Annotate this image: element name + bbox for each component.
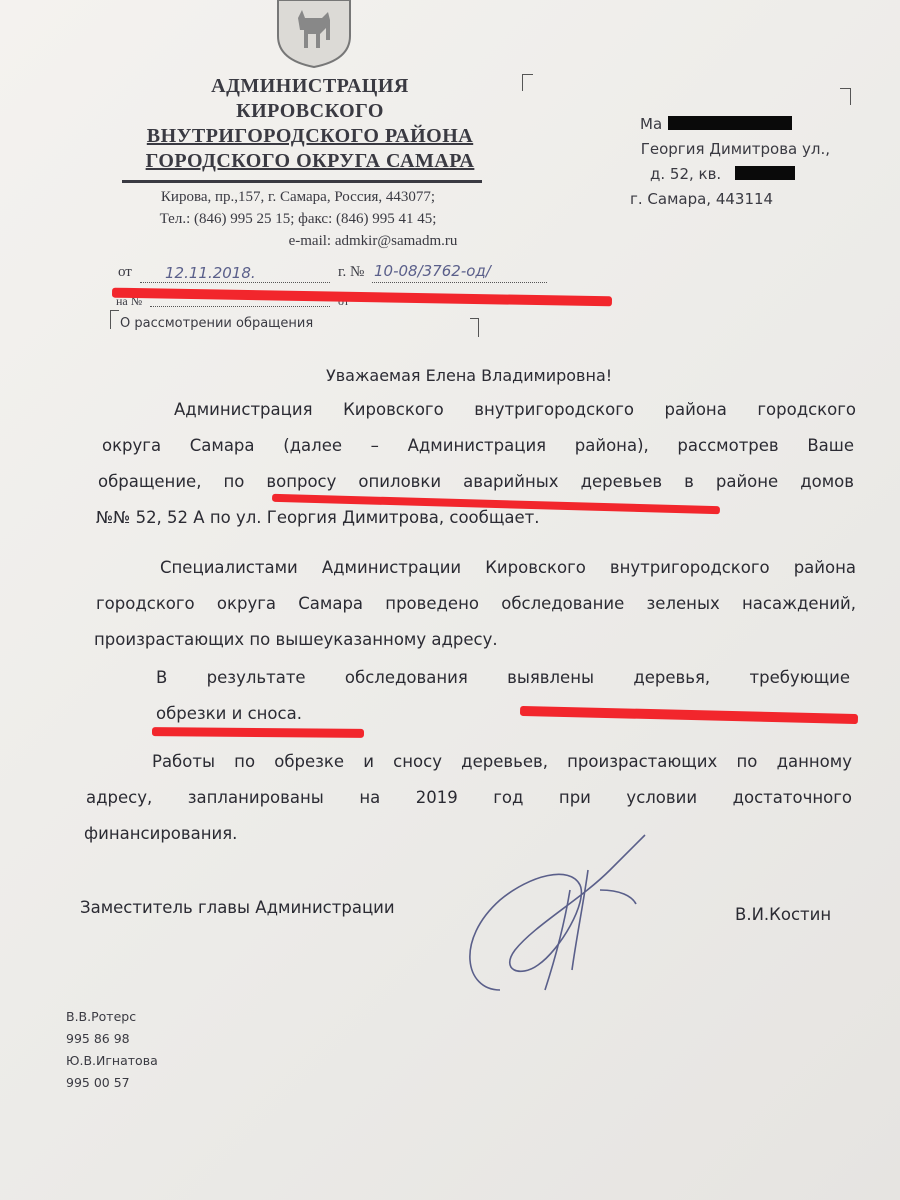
samara-emblem-icon (272, 0, 356, 68)
org-name-line-3: ВНУТРИГОРОДСКОГО РАЙОНА (146, 125, 474, 147)
org-email: e-mail: admkir@samadm.ru (288, 233, 458, 249)
paragraph-2-line: произрастающих по вышеуказанному адресу. (94, 630, 498, 649)
reg-ref-label: на № (116, 294, 143, 308)
subject: О рассмотрении обращения (120, 316, 314, 331)
org-rule (122, 180, 482, 183)
signature-mark (460, 830, 660, 1000)
signatory-title: Заместитель главы Администрации (80, 898, 395, 917)
signatory-name: В.И.Костин (735, 905, 832, 924)
org-address: Кирова, пр.,157, г. Самара, Россия, 443077; (160, 189, 436, 205)
paragraph-1-line: №№ 52, 52 А по ул. Георгия Димитрова, сообщает. (96, 508, 540, 527)
executor-phone: 995 00 57 (66, 1075, 130, 1090)
addressee-corner-left (522, 74, 533, 91)
reg-date: 12.11.2018. (165, 264, 256, 282)
reg-date-line (140, 282, 330, 283)
executor-phone: 995 86 98 (66, 1031, 130, 1046)
paragraph-1-line: обращение, по вопросу опиловки аварийных деревьев в районе домов (98, 472, 854, 491)
addressee-line-4: г. Самара, 443114 (630, 190, 774, 208)
highlight-trees-identified (520, 706, 858, 724)
salutation: Уважаемая Елена Владимировна! (326, 366, 613, 385)
redaction-bar (668, 116, 792, 130)
paragraph-3-line: В результате обследования выявлены деревья, требующие (156, 668, 850, 687)
reg-ref-line (150, 306, 330, 307)
paragraph-3-line: обрезки и сноса. (156, 704, 302, 723)
executors (66, 1006, 158, 1094)
paragraph-4-line: адресу, запланированы на 2019 год при условии достаточного (86, 788, 852, 807)
paragraph-2-line: Специалистами Администрации Кировского внутригородского района (160, 558, 856, 577)
reg-from-label: от (118, 264, 132, 280)
paragraph-1-line: Администрация Кировского внутригородского района городского (174, 400, 856, 419)
org-name (120, 74, 500, 174)
paragraph-1-line: округа Самара (далее – Администрация района), рассмотрев Ваше (102, 436, 854, 455)
reg-number-label: г. № (338, 264, 365, 280)
executor-name: В.В.Ротерс (66, 1009, 137, 1024)
reg-number: 10-08/3762-од/ (374, 262, 491, 280)
executor-name: Ю.В.Игнатова (66, 1053, 158, 1068)
highlight-registration (112, 288, 612, 307)
reg-number-line (372, 282, 547, 283)
paragraph-4-line: финансирования. (84, 824, 238, 843)
paragraph-2-line: городского округа Самара проведено обследование зеленых насаждений, (96, 594, 856, 613)
org-name-line-1: АДМИНИСТРАЦИЯ (211, 75, 409, 97)
org-contacts (118, 186, 478, 252)
paragraph-4-line: Работы по обрезке и сносу деревьев, произрастающих по данному (152, 752, 852, 771)
subject-corner-right (470, 318, 479, 337)
addressee-line-3: д. 52, кв. (650, 165, 722, 183)
redaction-bar (735, 166, 795, 180)
addressee-corner-right (840, 88, 851, 105)
addressee-line-1: Ма (640, 115, 663, 133)
addressee-line-2: Георгия Димитрова ул., (640, 140, 830, 158)
org-phone: Тел.: (846) 995 25 15; факс: (846) 995 41 45; (159, 211, 437, 227)
highlight-pruning-removal (152, 727, 364, 738)
org-name-line-4: ГОРОДСКОГО ОКРУГА САМАРА (145, 150, 475, 172)
org-name-line-2: КИРОВСКОГО (236, 100, 384, 122)
subject-corner-left (110, 310, 119, 329)
